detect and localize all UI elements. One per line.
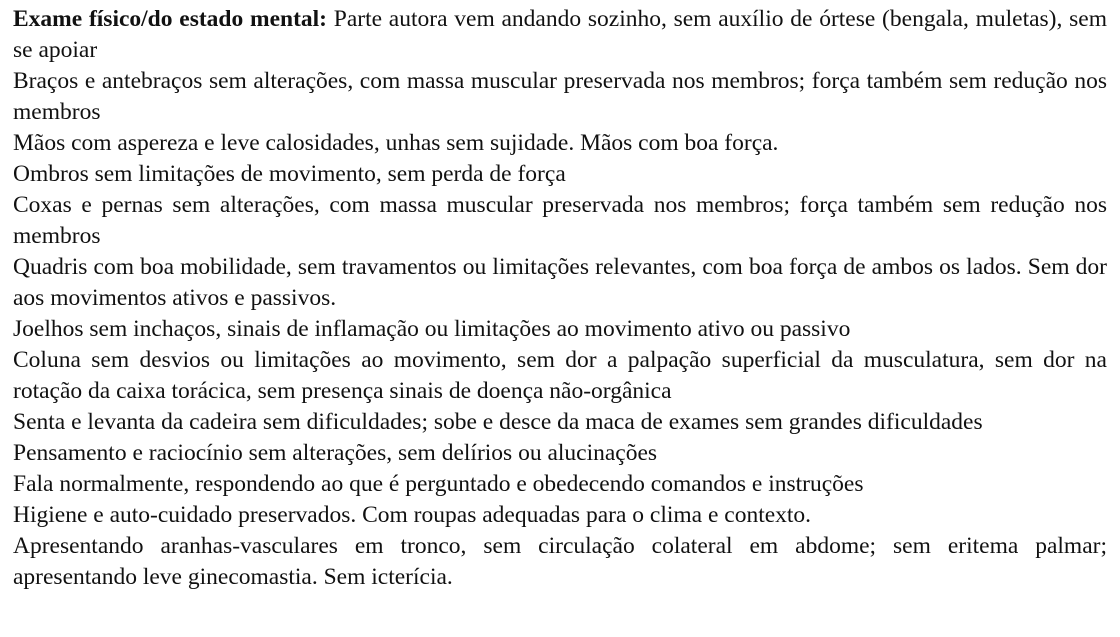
- exam-item-legs: Coxas e pernas sem alterações, com massa muscular preservada nos membros; força também sem redução nos membros: [13, 192, 1107, 249]
- exam-heading: Exame físico/do estado mental:: [13, 6, 327, 32]
- exam-item-hips: Quadris com boa mobilidade, sem travamentos ou limitações relevantes, com boa força de ambos os lados. Sem dor aos movimentos ativos e passivos.: [13, 254, 1107, 311]
- exam-item-speech: Fala normalmente, respondendo ao que é perguntado e obedecendo comandos e instruções: [13, 471, 864, 497]
- exam-item-cognition: Pensamento e raciocínio sem alterações, sem delírios ou alucinações: [13, 440, 658, 466]
- exam-item-spine: Coluna sem desvios ou limitações ao movimento, sem dor a palpação superficial da musculatura, sem dor na rotação da caixa torácica, sem presença sinais de doença não-orgânica: [13, 347, 1107, 404]
- exam-item-mobility: Senta e levanta da cadeira sem dificuldades; sobe e desce da maca de exames sem grandes dificuldades: [13, 409, 983, 435]
- exam-item-knees: Joelhos sem inchaços, sinais de inflamação ou limitações ao movimento ativo ou passivo: [13, 316, 851, 342]
- exam-item-arms: Braços e antebraços sem alterações, com massa muscular preservada nos membros; força também sem redução nos membros: [13, 68, 1107, 125]
- exam-intro-paragraph: [13, 4, 1107, 66]
- exam-item-skin-findings: Apresentando aranhas-vasculares em tronco, sem circulação colateral em abdome; sem eritema palmar; apresentando leve ginecomastia. Sem icterícia.: [13, 533, 1107, 590]
- exam-item-shoulders: Ombros sem limitações de movimento, sem perda de força: [13, 161, 566, 187]
- exam-intro-text: Parte autora vem andando sozinho, sem auxílio de órtese (bengala, muletas), sem se apoiar: [13, 6, 1107, 63]
- exam-item-hands: Mãos com aspereza e leve calosidades, unhas sem sujidade. Mãos com boa força.: [13, 130, 779, 156]
- exam-item-hygiene: Higiene e auto-cuidado preservados. Com roupas adequadas para o clima e contexto.: [13, 502, 812, 528]
